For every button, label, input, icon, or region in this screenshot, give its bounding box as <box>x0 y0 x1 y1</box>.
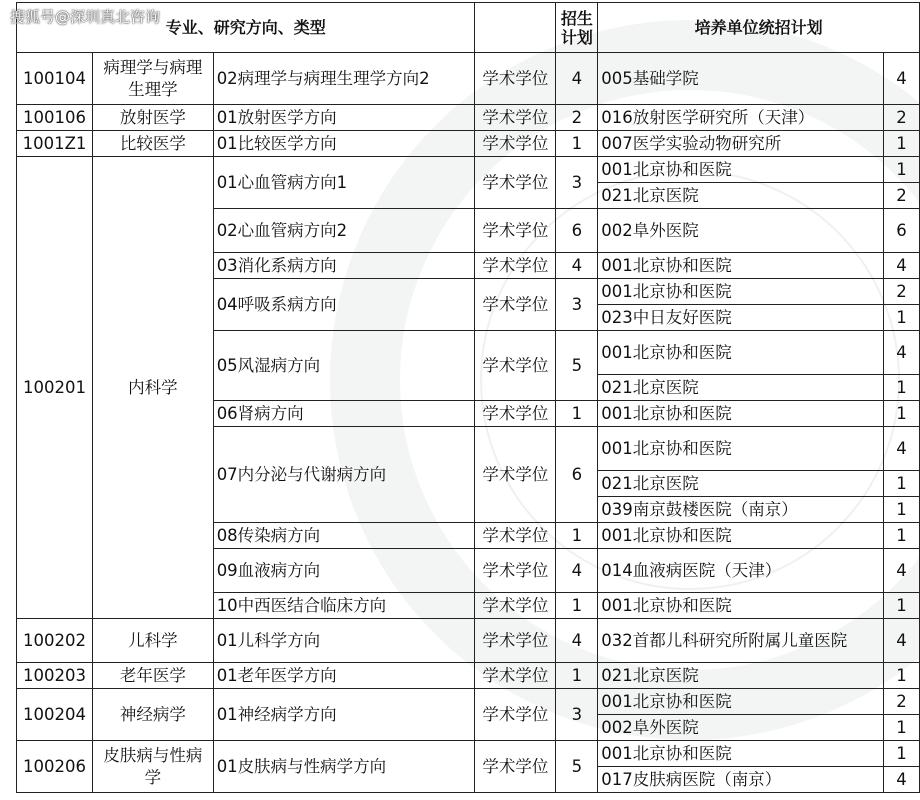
degree-type: 学术学位 <box>475 689 556 741</box>
research-direction: 01儿科学方向 <box>213 619 475 663</box>
enrollment-table <box>16 2 920 793</box>
training-unit: 002阜外医院 <box>598 209 884 253</box>
major-code: 100206 <box>17 741 93 793</box>
degree-type: 学术学位 <box>475 741 556 793</box>
training-unit: 021北京医院 <box>598 375 884 401</box>
training-unit: 001北京协和医院 <box>598 279 884 305</box>
training-unit: 005基础学院 <box>598 53 884 105</box>
major-code: 100203 <box>17 663 93 689</box>
header-enrollment-plan: 招生计划 <box>556 3 598 53</box>
unit-count: 1 <box>884 663 920 689</box>
research-direction: 06肾病方向 <box>213 401 475 427</box>
degree-type: 学术学位 <box>475 105 556 131</box>
enrollment-count: 4 <box>556 619 598 663</box>
training-unit: 001北京协和医院 <box>598 157 884 183</box>
unit-count: 4 <box>884 331 920 375</box>
training-unit: 001北京协和医院 <box>598 253 884 279</box>
research-direction: 01皮肤病与性病学方向 <box>213 741 475 793</box>
unit-count: 4 <box>884 53 920 105</box>
enrollment-count: 1 <box>556 523 598 549</box>
degree-type: 学术学位 <box>475 523 556 549</box>
major-code: 100202 <box>17 619 93 663</box>
research-direction: 07内分泌与代谢病方向 <box>213 427 475 523</box>
research-direction: 04呼吸系病方向 <box>213 279 475 331</box>
unit-count: 1 <box>884 375 920 401</box>
unit-count: 1 <box>884 715 920 741</box>
research-direction: 01心血管病方向1 <box>213 157 475 209</box>
table-row <box>17 741 920 767</box>
major-name: 老年医学 <box>92 663 213 689</box>
enrollment-count: 3 <box>556 689 598 741</box>
major-code: 100106 <box>17 105 93 131</box>
research-direction: 01放射医学方向 <box>213 105 475 131</box>
training-unit: 001北京协和医院 <box>598 593 884 619</box>
enrollment-count: 4 <box>556 53 598 105</box>
research-direction: 09血液病方向 <box>213 549 475 593</box>
unit-count: 1 <box>884 305 920 331</box>
enrollment-count: 1 <box>556 663 598 689</box>
enrollment-count: 6 <box>556 209 598 253</box>
degree-type: 学术学位 <box>475 427 556 523</box>
training-unit: 021北京医院 <box>598 663 884 689</box>
major-name: 儿科学 <box>92 619 213 663</box>
training-unit: 039南京鼓楼医院（南京） <box>598 497 884 523</box>
unit-count: 1 <box>884 131 920 157</box>
research-direction: 01比较医学方向 <box>213 131 475 157</box>
unit-count: 1 <box>884 593 920 619</box>
degree-type: 学术学位 <box>475 593 556 619</box>
training-unit: 001北京协和医院 <box>598 331 884 375</box>
major-name: 神经病学 <box>92 689 213 741</box>
unit-count: 2 <box>884 105 920 131</box>
degree-type: 学术学位 <box>475 619 556 663</box>
degree-type: 学术学位 <box>475 53 556 105</box>
unit-count: 1 <box>884 157 920 183</box>
training-unit: 016放射医学研究所（天津） <box>598 105 884 131</box>
major-name: 皮肤病与性病学 <box>92 741 213 793</box>
table-row <box>17 619 920 663</box>
training-unit: 017皮肤病医院（南京） <box>598 767 884 793</box>
enrollment-count: 4 <box>556 549 598 593</box>
major-code: 100204 <box>17 689 93 741</box>
degree-type: 学术学位 <box>475 549 556 593</box>
major-name: 放射医学 <box>92 105 213 131</box>
table-row <box>17 663 920 689</box>
training-unit: 001北京协和医院 <box>598 689 884 715</box>
training-unit: 014血液病医院（天津） <box>598 549 884 593</box>
major-code: 100104 <box>17 53 93 105</box>
major-name: 比较医学 <box>92 131 213 157</box>
header-unit-plan: 培养单位统招计划 <box>598 3 920 53</box>
table-row <box>17 157 920 183</box>
major-name: 病理学与病理生理学 <box>92 53 213 105</box>
enrollment-count: 4 <box>556 253 598 279</box>
unit-count: 1 <box>884 741 920 767</box>
enrollment-count: 6 <box>556 427 598 523</box>
degree-type: 学术学位 <box>475 157 556 209</box>
unit-count: 4 <box>884 767 920 793</box>
training-unit: 021北京医院 <box>598 183 884 209</box>
major-code: 100201 <box>17 157 93 619</box>
unit-count: 4 <box>884 619 920 663</box>
research-direction: 05风湿病方向 <box>213 331 475 401</box>
table-row <box>17 105 920 131</box>
degree-type: 学术学位 <box>475 331 556 401</box>
enrollment-count: 1 <box>556 401 598 427</box>
training-unit: 001北京协和医院 <box>598 523 884 549</box>
table-row <box>17 689 920 715</box>
enrollment-count: 3 <box>556 157 598 209</box>
research-direction: 02心血管病方向2 <box>213 209 475 253</box>
table-row <box>17 53 920 105</box>
enrollment-count: 1 <box>556 131 598 157</box>
training-unit: 001北京协和医院 <box>598 741 884 767</box>
unit-count: 2 <box>884 689 920 715</box>
unit-count: 4 <box>884 427 920 471</box>
training-unit: 002阜外医院 <box>598 715 884 741</box>
research-direction: 02病理学与病理生理学方向2 <box>213 53 475 105</box>
research-direction: 10中西医结合临床方向 <box>213 593 475 619</box>
training-unit: 032首都儿科研究所附属儿童医院 <box>598 619 884 663</box>
enrollment-count: 5 <box>556 331 598 401</box>
degree-type: 学术学位 <box>475 401 556 427</box>
degree-type: 学术学位 <box>475 131 556 157</box>
unit-count: 6 <box>884 209 920 253</box>
training-unit: 007医学实验动物研究所 <box>598 131 884 157</box>
degree-type: 学术学位 <box>475 253 556 279</box>
degree-type: 学术学位 <box>475 279 556 331</box>
training-unit: 021北京医院 <box>598 471 884 497</box>
training-unit: 001北京协和医院 <box>598 427 884 471</box>
unit-count: 2 <box>884 279 920 305</box>
enrollment-count: 5 <box>556 741 598 793</box>
unit-count: 1 <box>884 497 920 523</box>
source-watermark: 搜狐号@深圳真北咨询 <box>10 8 161 26</box>
research-direction: 08传染病方向 <box>213 523 475 549</box>
major-code: 1001Z1 <box>17 131 93 157</box>
unit-count: 1 <box>884 523 920 549</box>
degree-type: 学术学位 <box>475 209 556 253</box>
enrollment-count: 1 <box>556 593 598 619</box>
major-name: 内科学 <box>92 157 213 619</box>
enrollment-count: 2 <box>556 105 598 131</box>
unit-count: 1 <box>884 471 920 497</box>
training-unit: 001北京协和医院 <box>598 401 884 427</box>
header-major-direction-type: 专业、研究方向、类型 <box>17 3 475 53</box>
unit-count: 1 <box>884 401 920 427</box>
unit-count: 2 <box>884 183 920 209</box>
enrollment-count: 3 <box>556 279 598 331</box>
research-direction: 01神经病学方向 <box>213 689 475 741</box>
table-row <box>17 131 920 157</box>
research-direction: 03消化系病方向 <box>213 253 475 279</box>
unit-count: 4 <box>884 549 920 593</box>
training-unit: 023中日友好医院 <box>598 305 884 331</box>
degree-type: 学术学位 <box>475 663 556 689</box>
unit-count: 4 <box>884 253 920 279</box>
research-direction: 01老年医学方向 <box>213 663 475 689</box>
